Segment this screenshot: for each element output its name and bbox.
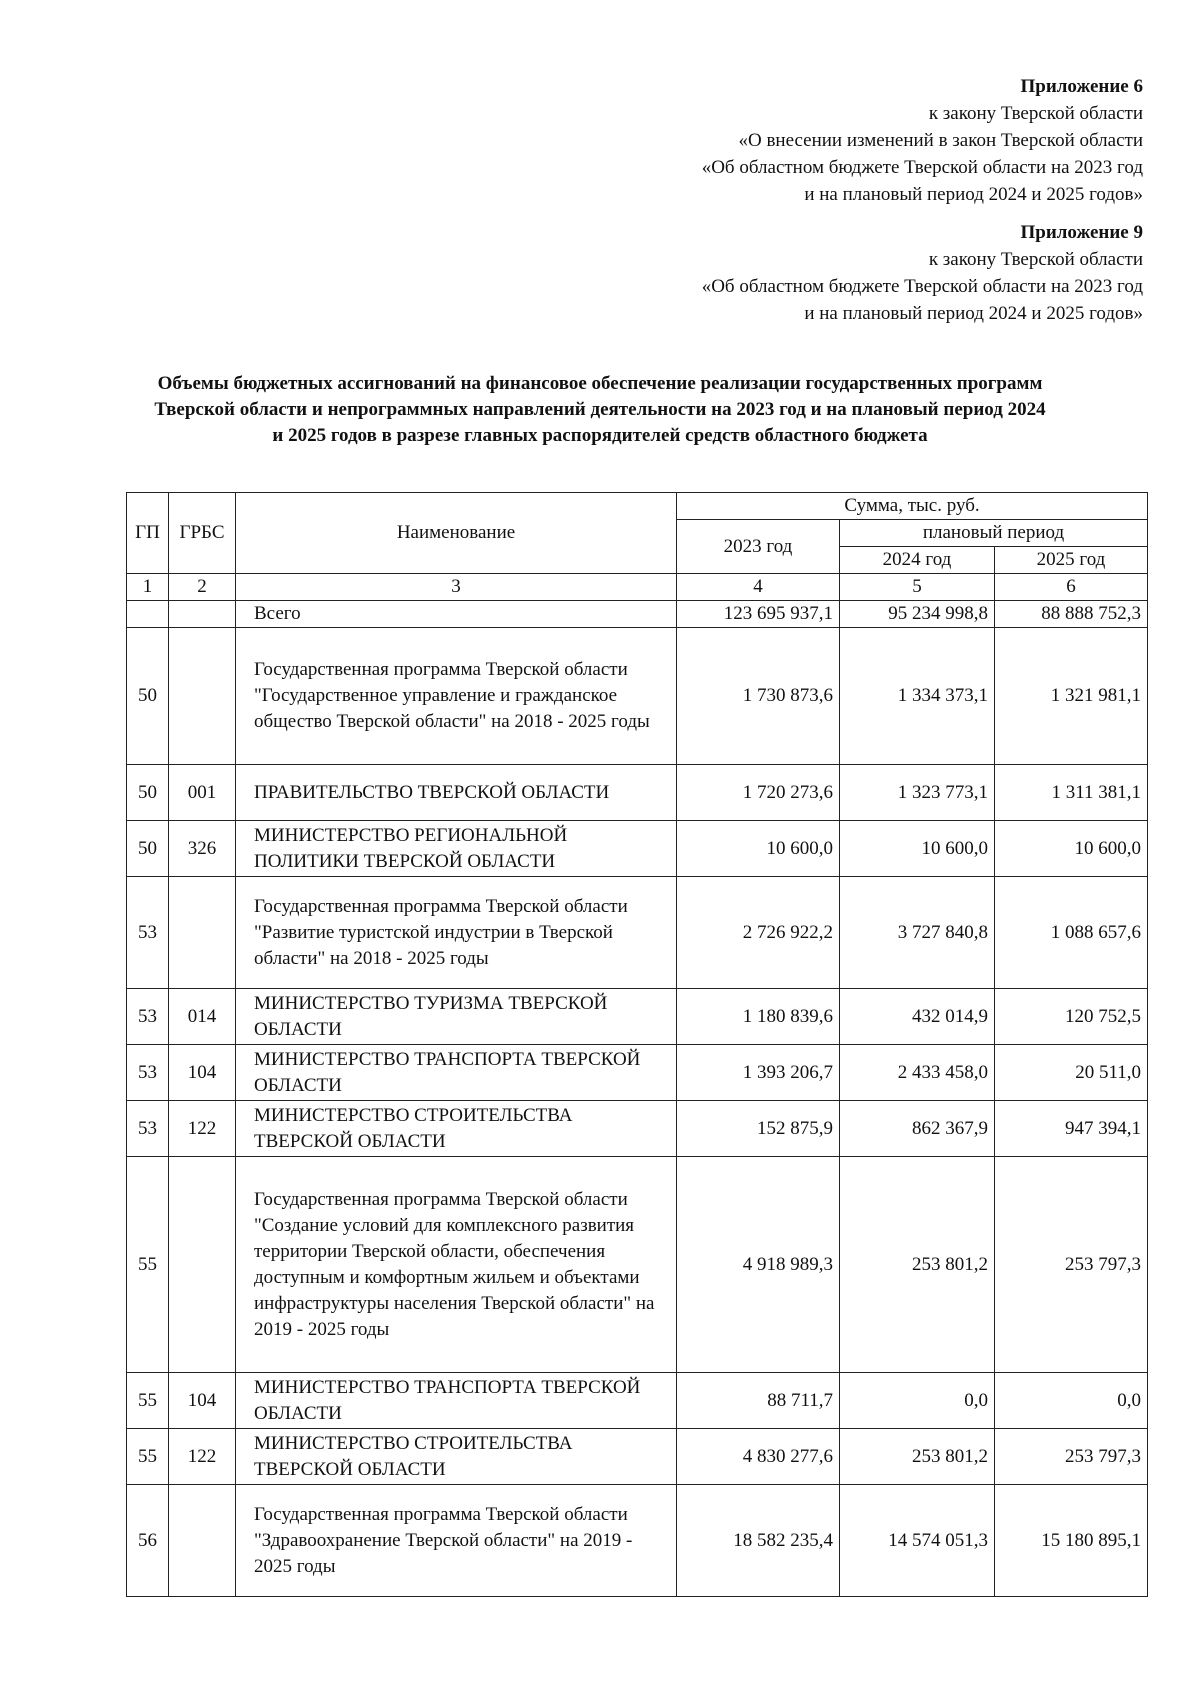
grbs-cell xyxy=(169,1157,236,1373)
amount-2024-cell: 10 600,0 xyxy=(840,821,995,877)
amount-2025-cell: 947 394,1 xyxy=(995,1101,1148,1157)
amount-2024-cell: 1 334 373,1 xyxy=(840,628,995,765)
name-cell: МИНИСТЕРСТВО ТРАНСПОРТА ТВЕРСКОЙ ОБЛАСТИ xyxy=(236,1045,677,1101)
appendix-6-line: к закону Тверской области xyxy=(928,103,1143,124)
gp-cell: 56 xyxy=(127,1485,169,1597)
gp-cell: 50 xyxy=(127,765,169,821)
appendix-6-block xyxy=(702,73,1143,208)
total-2024: 95 234 998,8 xyxy=(840,601,995,628)
program-row xyxy=(127,628,1148,765)
grbs-cell: 122 xyxy=(169,1429,236,1485)
title-line: и 2025 годов в разрезе главных распорядителей средств областного бюджета xyxy=(272,425,928,446)
amount-2023-cell: 1 730 873,6 xyxy=(677,628,840,765)
department-row xyxy=(127,821,1148,877)
header-2023: 2023 год xyxy=(677,520,840,574)
department-row xyxy=(127,989,1148,1045)
amount-2024-cell: 3 727 840,8 xyxy=(840,877,995,989)
grbs-cell: 104 xyxy=(169,1045,236,1101)
appendix-9-title: Приложение 9 xyxy=(1020,222,1143,243)
amount-2023-cell: 4 918 989,3 xyxy=(677,1157,840,1373)
amount-2025-cell: 120 752,5 xyxy=(995,989,1148,1045)
appendix-6-line: «Об областном бюджете Тверской области на 2023 год xyxy=(701,157,1143,178)
column-number: 5 xyxy=(840,574,995,601)
name-cell: Государственная программа Тверской области "Развитие туристской индустрии в Тверской области" на 2018 - 2025 годы xyxy=(236,877,677,989)
gp-cell: 53 xyxy=(127,989,169,1045)
gp-cell: 55 xyxy=(127,1429,169,1485)
grbs-cell: 326 xyxy=(169,821,236,877)
column-numbers-row xyxy=(127,574,1148,601)
budget-table xyxy=(126,492,1148,1597)
total-2025: 88 888 752,3 xyxy=(995,601,1148,628)
program-row xyxy=(127,877,1148,989)
title-line: Тверской области и непрограммных направлений деятельности на 2023 год и на плановый период 2024 xyxy=(154,399,1046,420)
grbs-cell: 122 xyxy=(169,1101,236,1157)
amount-2024-cell: 253 801,2 xyxy=(840,1157,995,1373)
gp-cell: 50 xyxy=(127,821,169,877)
amount-2024-cell: 14 574 051,3 xyxy=(840,1485,995,1597)
department-row xyxy=(127,1101,1148,1157)
amount-2024-cell: 253 801,2 xyxy=(840,1429,995,1485)
header-planned-period: плановый период xyxy=(840,520,1148,547)
appendix-9-line: к закону Тверской области xyxy=(928,249,1143,270)
title-line: Объемы бюджетных ассигнований на финансовое обеспечение реализации государственных программ xyxy=(157,373,1043,394)
gp-cell: 55 xyxy=(127,1373,169,1429)
grbs-cell: 014 xyxy=(169,989,236,1045)
name-cell: Государственная программа Тверской области "Здравоохранение Тверской области" на 2019 - 2025 годы xyxy=(236,1485,677,1597)
amount-2024-cell: 862 367,9 xyxy=(840,1101,995,1157)
amount-2024-cell: 0,0 xyxy=(840,1373,995,1429)
department-row xyxy=(127,1373,1148,1429)
gp-cell: 53 xyxy=(127,1101,169,1157)
header-grbs: ГРБС xyxy=(169,493,236,574)
grbs-cell xyxy=(169,1485,236,1597)
gp-cell: 53 xyxy=(127,1045,169,1101)
column-number: 3 xyxy=(236,574,677,601)
department-row xyxy=(127,1429,1148,1485)
name-cell: МИНИСТЕРСТВО СТРОИТЕЛЬСТВА ТВЕРСКОЙ ОБЛАСТИ xyxy=(236,1429,677,1485)
program-row xyxy=(127,1157,1148,1373)
header-2024: 2024 год xyxy=(840,547,995,574)
name-cell: ПРАВИТЕЛЬСТВО ТВЕРСКОЙ ОБЛАСТИ xyxy=(236,765,677,821)
amount-2023-cell: 152 875,9 xyxy=(677,1101,840,1157)
amount-2023-cell: 88 711,7 xyxy=(677,1373,840,1429)
appendix-9-line: «Об областном бюджете Тверской области на 2023 год xyxy=(701,276,1143,297)
header-row xyxy=(127,493,1148,520)
gp-cell: 55 xyxy=(127,1157,169,1373)
amount-2025-cell: 10 600,0 xyxy=(995,821,1148,877)
amount-2023-cell: 10 600,0 xyxy=(677,821,840,877)
amount-2025-cell: 0,0 xyxy=(995,1373,1148,1429)
amount-2023-cell: 1 720 273,6 xyxy=(677,765,840,821)
amount-2024-cell: 432 014,9 xyxy=(840,989,995,1045)
name-cell: Государственная программа Тверской области "Создание условий для комплексного развития территории Тверской области, обеспечения доступным и комфортным жильем и объектами инфраструктуры населения Тверской области" на 2019 - 2025 годы xyxy=(236,1157,677,1373)
appendix-6-title: Приложение 6 xyxy=(1020,76,1143,97)
amount-2025-cell: 1 088 657,6 xyxy=(995,877,1148,989)
amount-2024-cell: 2 433 458,0 xyxy=(840,1045,995,1101)
appendix-6-line: «О внесении изменений в закон Тверской области xyxy=(738,130,1143,151)
header-sum: Сумма, тыс. руб. xyxy=(677,493,1148,520)
department-row xyxy=(127,1045,1148,1101)
amount-2025-cell: 20 511,0 xyxy=(995,1045,1148,1101)
appendix-6-line: и на плановый период 2024 и 2025 годов» xyxy=(804,184,1143,205)
name-cell: МИНИСТЕРСТВО СТРОИТЕЛЬСТВА ТВЕРСКОЙ ОБЛАСТИ xyxy=(236,1101,677,1157)
amount-2025-cell: 1 311 381,1 xyxy=(995,765,1148,821)
total-2023: 123 695 937,1 xyxy=(677,601,840,628)
header-gp: ГП xyxy=(127,493,169,574)
amount-2025-cell: 253 797,3 xyxy=(995,1157,1148,1373)
department-row xyxy=(127,765,1148,821)
amount-2024-cell: 1 323 773,1 xyxy=(840,765,995,821)
column-number: 1 xyxy=(127,574,169,601)
amount-2023-cell: 1 180 839,6 xyxy=(677,989,840,1045)
amount-2023-cell: 18 582 235,4 xyxy=(677,1485,840,1597)
gp-cell: 50 xyxy=(127,628,169,765)
column-number: 6 xyxy=(995,574,1148,601)
grbs-cell: 104 xyxy=(169,1373,236,1429)
total-row xyxy=(127,601,1148,628)
amount-2023-cell: 1 393 206,7 xyxy=(677,1045,840,1101)
name-cell: Государственная программа Тверской области "Государственное управление и гражданское общество Тверской области" на 2018 - 2025 годы xyxy=(236,628,677,765)
amount-2025-cell: 1 321 981,1 xyxy=(995,628,1148,765)
name-cell: МИНИСТЕРСТВО РЕГИОНАЛЬНОЙ ПОЛИТИКИ ТВЕРСКОЙ ОБЛАСТИ xyxy=(236,821,677,877)
appendix-9-line: и на плановый период 2024 и 2025 годов» xyxy=(804,303,1143,324)
gp-cell: 53 xyxy=(127,877,169,989)
amount-2025-cell: 253 797,3 xyxy=(995,1429,1148,1485)
grbs-cell: 001 xyxy=(169,765,236,821)
column-number: 4 xyxy=(677,574,840,601)
amount-2023-cell: 2 726 922,2 xyxy=(677,877,840,989)
name-cell: МИНИСТЕРСТВО ТРАНСПОРТА ТВЕРСКОЙ ОБЛАСТИ xyxy=(236,1373,677,1429)
grbs-cell xyxy=(169,877,236,989)
column-number: 2 xyxy=(169,574,236,601)
program-row xyxy=(127,1485,1148,1597)
appendix-9-block xyxy=(702,219,1143,327)
total-label: Всего xyxy=(236,601,677,628)
amount-2025-cell: 15 180 895,1 xyxy=(995,1485,1148,1597)
header-2025: 2025 год xyxy=(995,547,1148,574)
document-title xyxy=(100,371,1100,449)
header-name: Наименование xyxy=(236,493,677,574)
amount-2023-cell: 4 830 277,6 xyxy=(677,1429,840,1485)
name-cell: МИНИСТЕРСТВО ТУРИЗМА ТВЕРСКОЙ ОБЛАСТИ xyxy=(236,989,677,1045)
grbs-cell xyxy=(169,628,236,765)
